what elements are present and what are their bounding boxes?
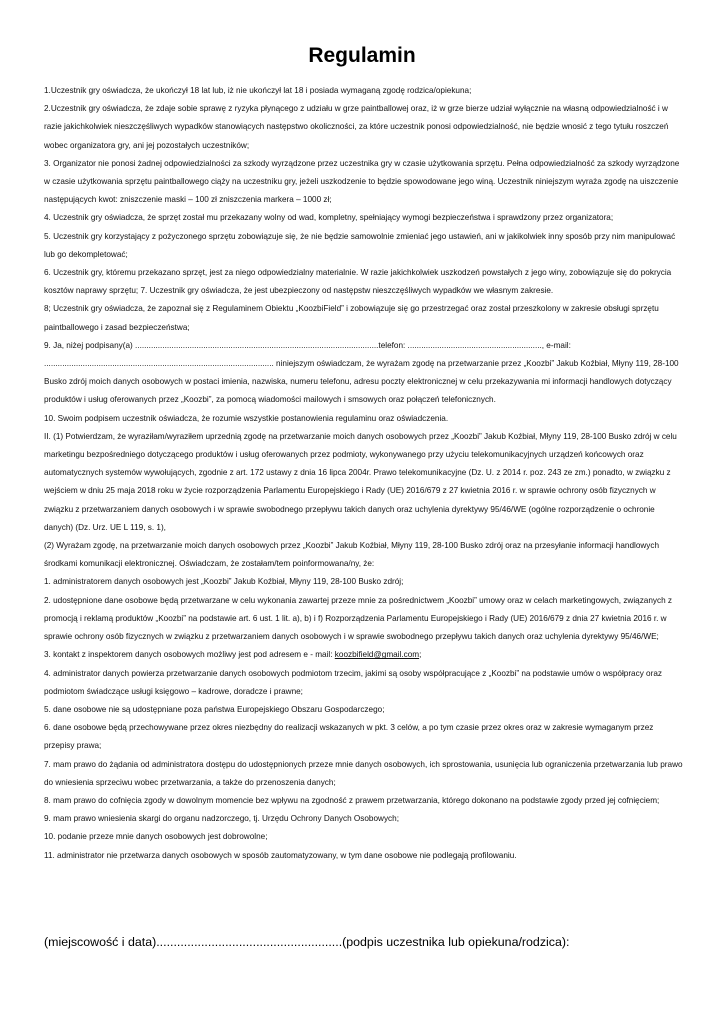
info-item-11: 11. administrator nie przetwarza danych osobowych w sposób zautomatyzowany, w tym dane osobowe nie podlegają profilowaniu.	[44, 850, 517, 860]
clause-5: 5. Uczestnik gry korzystający z pożyczonego sprzętu zobowiązuje się, że nie będzie samowolnie zmieniać jego ustawień, ani w jakikolwiek inny sposób przy nim manipulować lub go dekompletować;	[44, 231, 676, 259]
info-item-5: 5. dane osobowe nie są udostępniane poza państwa Europejskiego Obszaru Gospodarczego;	[44, 704, 385, 714]
document-title: Regulamin	[308, 44, 416, 67]
clause-1: 1.Uczestnik gry oświadcza, że ukończył 18 lat lub, iż nie ukończył lat 18 i posiada wymaganą zgodę rodzica/opiekuna;	[44, 86, 472, 95]
clause-4: 4. Uczestnik gry oświadcza, że sprzęt został mu przekazany wolny od wad, kompletny, spełniający wymogi bezpieczeństwa i sprawdzony przez organizatora;	[44, 213, 614, 223]
info-item-6: 6. dane osobowe będą przechowywane przez okres niezbędny do realizacji wskazanych w pkt. 3 celów, a po tym czasie przez okres oraz w zakresie wymaganym przez przepisy prawa;	[44, 723, 654, 751]
info-item-10: 10. podanie przeze mnie danych osobowych jest dobrowolne;	[44, 832, 268, 842]
contact-prefix: 3. kontakt z inspektorem danych osobowych możliwy jest pod adresem e - mail:	[44, 650, 335, 660]
info-item-2: 2. udostępnione dane osobowe będą przetwarzane w celu wykonania zawartej przeze mnie za pośrednictwem „Koozbi” umowy oraz w celach marketingowych, związanych z promocją i reklamą produktów „Koozbi” na podstawie art. 6 ust. 1 lit. a), b) i f) Rozporządzenia Parlamentu Europejskiego i Rady (UE) 2016/679 z dnia 27 kwietnia 2016 r. w sprawie ochrony osób fizycznych w związku z przetwarzaniem danych osobowych i w sprawie swobodnego przepływu takich danych oraz uchylenia dyrektywy 95/46/WE;	[44, 595, 673, 642]
clause-3: 3. Organizator nie ponosi żadnej odpowiedzialności za szkody wyrządzone przez uczestnika gry w czasie użytkowania sprzętu. Pełna odpowiedzialność za szkody wyrządzone w czasie użytkowania sprzętu paintballowego ciąży na uczestniku gry, jeżeli uszkodzenie to będzie spowodowane jego winą. Uczestnik niniejszym wyraża zgodę na uiszczenie następujących kwot: zniszczenie maski – 100 zł zniszczenia markera – 1000 zł;	[44, 158, 680, 205]
clause-9-consent: 9. Ja, niżej podpisany(a) ...........................................................................................................telefon: ..........................................................., e-mail: ..................................................................................................... niniejszym oświadczam, że wyrażam zgodę na przetwarzanie przez „Koozbi” Jakub Koźbiał, Młyny 119, 28-100 Busko zdrój moich danych osobowych w postaci imienia, nazwiska, numeru telefonu, adresu poczty elektronicznej w celu przekazywania mi informacji handlowych dotyczący produktów i usług oferowanych przez „Koozbi”, za pomocą wiadomości mailowych i smsowych oraz połączeń telefonicznych.	[44, 340, 679, 405]
clause-8: 8; Uczestnik gry oświadcza, że zapoznał się z Regulaminem Obiektu „KoozbiField” i zobowiązuje się go przestrzegać oraz został przeszkolony w zakresie obsługi sprzętu paintballowego i zasad bezpieczeństwa;	[44, 304, 659, 332]
contact-email-link[interactable]: koozbifield@gmail.com	[334, 650, 420, 660]
regulations-body	[44, 82, 684, 865]
info-item-8: 8. mam prawo do cofnięcia zgody w dowolnym momencie bez wpływu na zgodność z prawem przetwarzania, którego dokonano na podstawie zgody przed jej cofnięciem;	[44, 795, 660, 805]
clause-10: 10. Swoim podpisem uczestnik oświadcza, że rozumie wszystkie postanowienia regulaminu oraz oświadczenia.	[44, 413, 449, 423]
contact-suffix: ;	[419, 650, 422, 660]
signature-line: (miejscowość i data)......................................................(podpis uczestnika lub opiekuna/rodzica):	[44, 935, 570, 949]
section-ii-1: II. (1) Potwierdzam, że wyraziłam/wyraziłem uprzednią zgodę na przetwarzanie moich danych osobowych przez „Koozbi” Jakub Koźbiał, Młyny 119, 28-100 Busko zdrój w celu marketingu bezpośredniego dotyczącego produktów i usług oferowanych przez podmioty, wykonywanego przy użyciu telekomunikacyjnych urządzeń końcowych oraz automatycznych systemów wywołujących, zgodnie z art. 172 ustawy z dnia 16 lipca 2004r. Prawo telekomunikacyjne (Dz. U. z 2014 r. poz. 243 ze zm.) ponadto, w związku z wejściem w dniu 25 maja 2018 roku w życie rozporządzenia Parlamentu Europejskiego i Rady (UE) 2016/679 z 27 kwietnia 2016 r. w sprawie ochrony osób fizycznych w związku z przetwarzaniem danych osobowych i w sprawie swobodnego przepływu takich danych oraz uchylenia dyrektywy 95/46/WE (ogólne rozporządzenie o ochronie danych) (Dz. Urz. UE L 119, s. 1),	[44, 431, 677, 532]
info-item-1: 1. administratorem danych osobowych jest „Koozbi” Jakub Koźbiał, Młyny 119, 28-100 Busko zdrój;	[44, 577, 404, 587]
clause-6-7: 6. Uczestnik gry, któremu przekazano sprzęt, jest za niego odpowiedzialny materialnie. W razie jakichkolwiek uszkodzeń powstałych z jego winy, zobowiązuje się do pokrycia kosztów naprawy sprzętu; 7. Uczestnik gry oświadcza, że jest ubezpieczony od następstw nieszczęśliwych wypadków we własnym zakresie.	[44, 268, 672, 296]
clause-2: 2.Uczestnik gry oświadcza, że zdaje sobie sprawę z ryzyka płynącego z udziału w grze paintballowej oraz, iż w grze bierze udział wyłącznie na własną odpowiedzialność i w razie jakichkolwiek nieszczęśliwych wypadków stanowiących następstwo okoliczności, za które uczestnik ponosi odpowiedzialność, nie będzie wnosić z tego tytułu roszczeń wobec organizatora gry, ani jej pozostałych uczestników;	[44, 104, 669, 150]
info-item-7: 7. mam prawo do żądania od administratora dostępu do udostępnionych przeze mnie danych osobowych, ich sprostowania, usunięcia lub ograniczenia przetwarzania lub prawo do wniesienia sprzeciwu wobec przetwarzania, a także do przenoszenia danych;	[44, 759, 683, 787]
info-item-9: 9. mam prawo wniesienia skargi do organu nadzorczego, tj. Urzędu Ochrony Danych Osobowych;	[44, 814, 399, 824]
info-item-3	[44, 646, 684, 664]
info-item-4: 4. administrator danych powierza przetwarzanie danych osobowych podmiotom trzecim, jakimi są osoby współpracujące z „Koozbi” na podstawie umów o współpracy oraz podmiotom świadczące usługi księgowo – kadrowe, doradcze i prawne;	[44, 668, 662, 696]
section-ii-2: (2) Wyrażam zgodę, na przetwarzanie moich danych osobowych przez „Koozbi” Jakub Koźbiał, Młyny 119, 28-100 Busko zdrój oraz na przesyłanie informacji handlowych środkami komunikacji elektronicznej. Oświadczam, że zostałam/tem poinformowana/ny, że:	[44, 541, 660, 569]
